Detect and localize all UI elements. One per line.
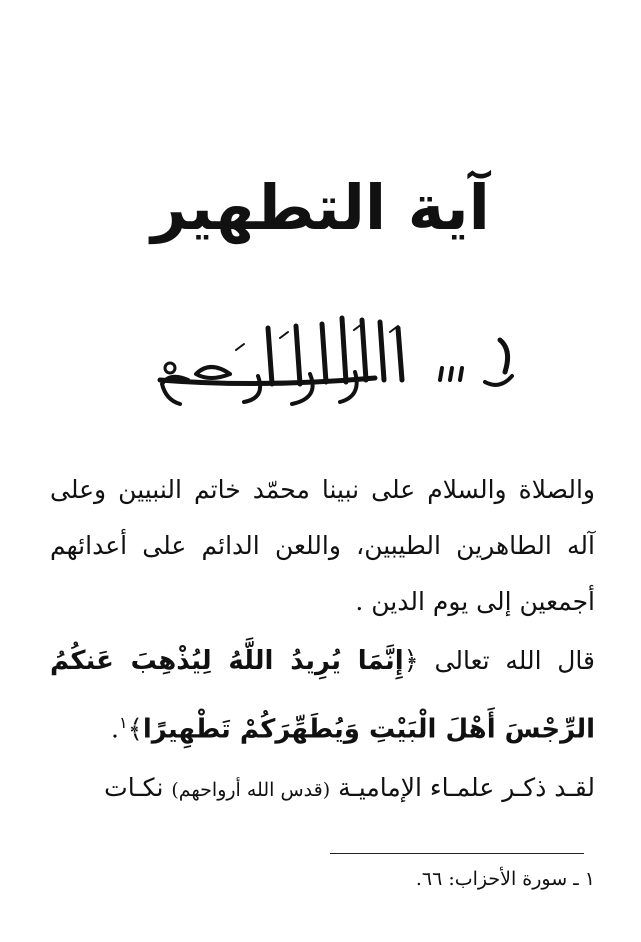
closing-text-end: نكـات: [104, 773, 164, 802]
closing-text-start: لقـد ذكـر علمـاء الإماميـة: [338, 773, 595, 802]
closing-line: [50, 760, 595, 818]
closing-parenthetical: (قدس الله أرواحهم): [171, 779, 331, 801]
page-title: آية التطهير: [151, 171, 490, 244]
verse-open-brace: ﴿: [403, 646, 419, 676]
basmala-calligraphy-drawing: [140, 310, 520, 410]
footnote-divider: [330, 853, 584, 854]
intro-paragraph: والصلاة والسلام على نبينا محمّد خاتم النبيين وعلى آله الطاهرين الطيبين، واللعن الدائم على أعدائهم أجمعين إلى يوم الدين .: [50, 475, 595, 616]
footnote-marker: ١: [119, 713, 128, 732]
verse-end-period: .: [111, 714, 119, 744]
basmala-calligraphy: [140, 310, 520, 410]
verse-paragraph: [50, 630, 595, 760]
verse-lead: قال الله تعالى: [434, 646, 595, 675]
footnote: ١ ـ سورة الأحزاب: ٦٦.: [415, 868, 595, 890]
quranic-verse: إِنَّمَا يُرِيدُ اللَّهُ لِيُذْهِبَ عَنكُمُ الرِّجْسَ أَهْلَ الْبَيْتِ وَيُطَهِّرَكُمْ تَطْهِيرًا: [50, 646, 595, 745]
verse-close-brace: ﴾: [127, 714, 143, 745]
